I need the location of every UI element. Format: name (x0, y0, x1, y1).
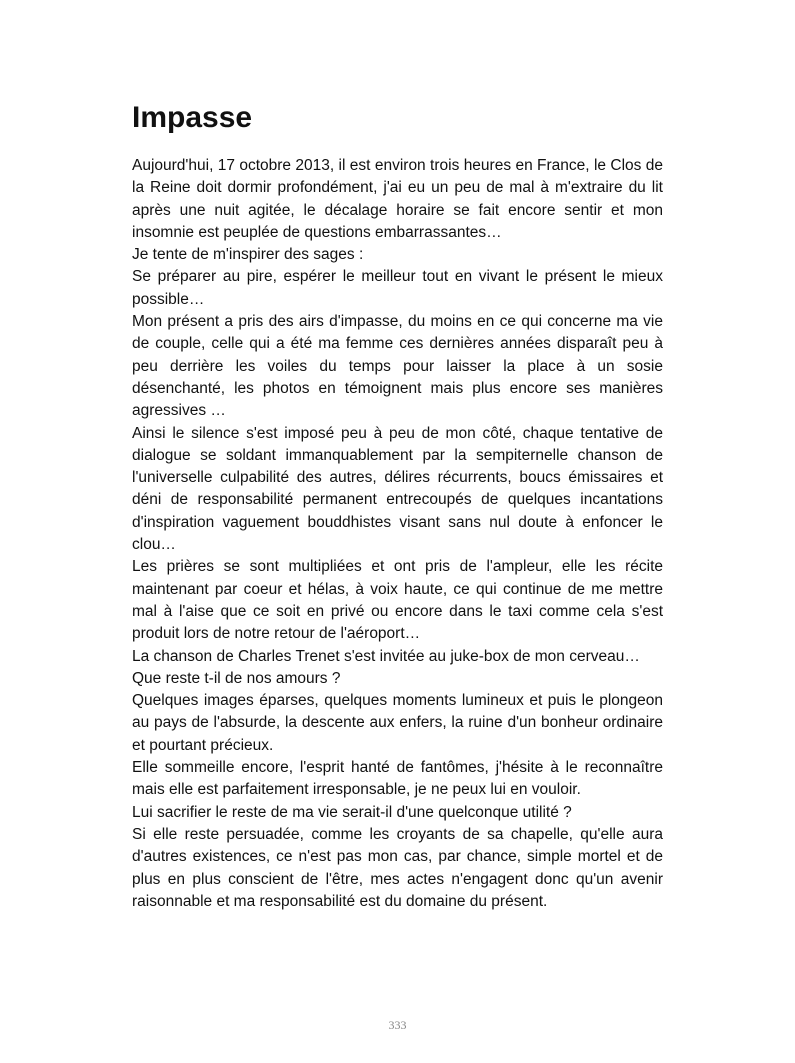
paragraph: Mon présent a pris des airs d'impasse, du moins en ce qui concerne ma vie de couple, celle qui a été ma femme ces dernières années disparaît peu à peu derrière les voiles du temps pour laisser la place à un sosie désenchanté, les photos en témoignent mais plus encore ses manières agressives … (132, 313, 663, 420)
paragraph: Aujourd'hui, 17 octobre 2013, il est environ trois heures en France, le Clos de la Reine doit dormir profondément, j'ai eu un peu de mal à m'extraire du lit après une nuit agitée, le décalage horaire se fait encore sentir et mon insomnie est peuplée de questions embarrassantes… (132, 157, 663, 241)
paragraph: Que reste t-il de nos amours ? (132, 669, 341, 687)
paragraph: Les prières se sont multipliées et ont pris de l'ampleur, elle les récite maintenant par coeur et hélas, à voix haute, ce qui continue de me mettre mal à l'aise que ce soit en privé ou encore dans le taxi comme cela s'est produit lors de notre retour de l'aéroport… (132, 558, 663, 643)
paragraph: La chanson de Charles Trenet s'est invitée au juke-box de mon cerveau… (132, 647, 640, 665)
paragraph: Elle sommeille encore, l'esprit hanté de fantômes, j'hésite à le reconnaître mais elle est parfaitement irresponsable, je ne peux lui en vouloir. (132, 759, 663, 799)
page-number: 333 (388, 1018, 407, 1032)
page-title: Impasse (132, 101, 253, 134)
paragraph: Se préparer au pire, espérer le meilleur tout en vivant le présent le mieux possible… (132, 268, 663, 308)
paragraph: Si elle reste persuadée, comme les croyants de sa chapelle, qu'elle aura d'autres existences, ce n'est pas mon cas, par chance, simple mortel et de plus en plus conscient de l'être, mes actes n'engagent donc qu'un avenir raisonnable et ma responsabilité est du domaine du présent. (132, 825, 663, 910)
paragraph: Je tente de m'inspirer des sages : (132, 246, 364, 264)
paragraph: Quelques images éparses, quelques moments lumineux et puis le plongeon au pays de l'absurde, la descente aux enfers, la ruine d'un bonheur ordinaire et pourtant précieux. (132, 692, 663, 754)
paragraph: Ainsi le silence s'est imposé peu à peu de mon côté, chaque tentative de dialogue se soldant immanquablement par la sempiternelle chanson de l'universelle culpabilité des autres, délires récurrents, boucs émissaires et déni de responsabilité permanent entrecoupés de quelques incantations d'inspiration vaguement bouddhistes visant sans nul doute à enfoncer le clou… (132, 424, 663, 554)
paragraph: Lui sacrifier le reste de ma vie serait-il d'une quelconque utilité ? (132, 803, 572, 821)
body-text (132, 155, 663, 913)
